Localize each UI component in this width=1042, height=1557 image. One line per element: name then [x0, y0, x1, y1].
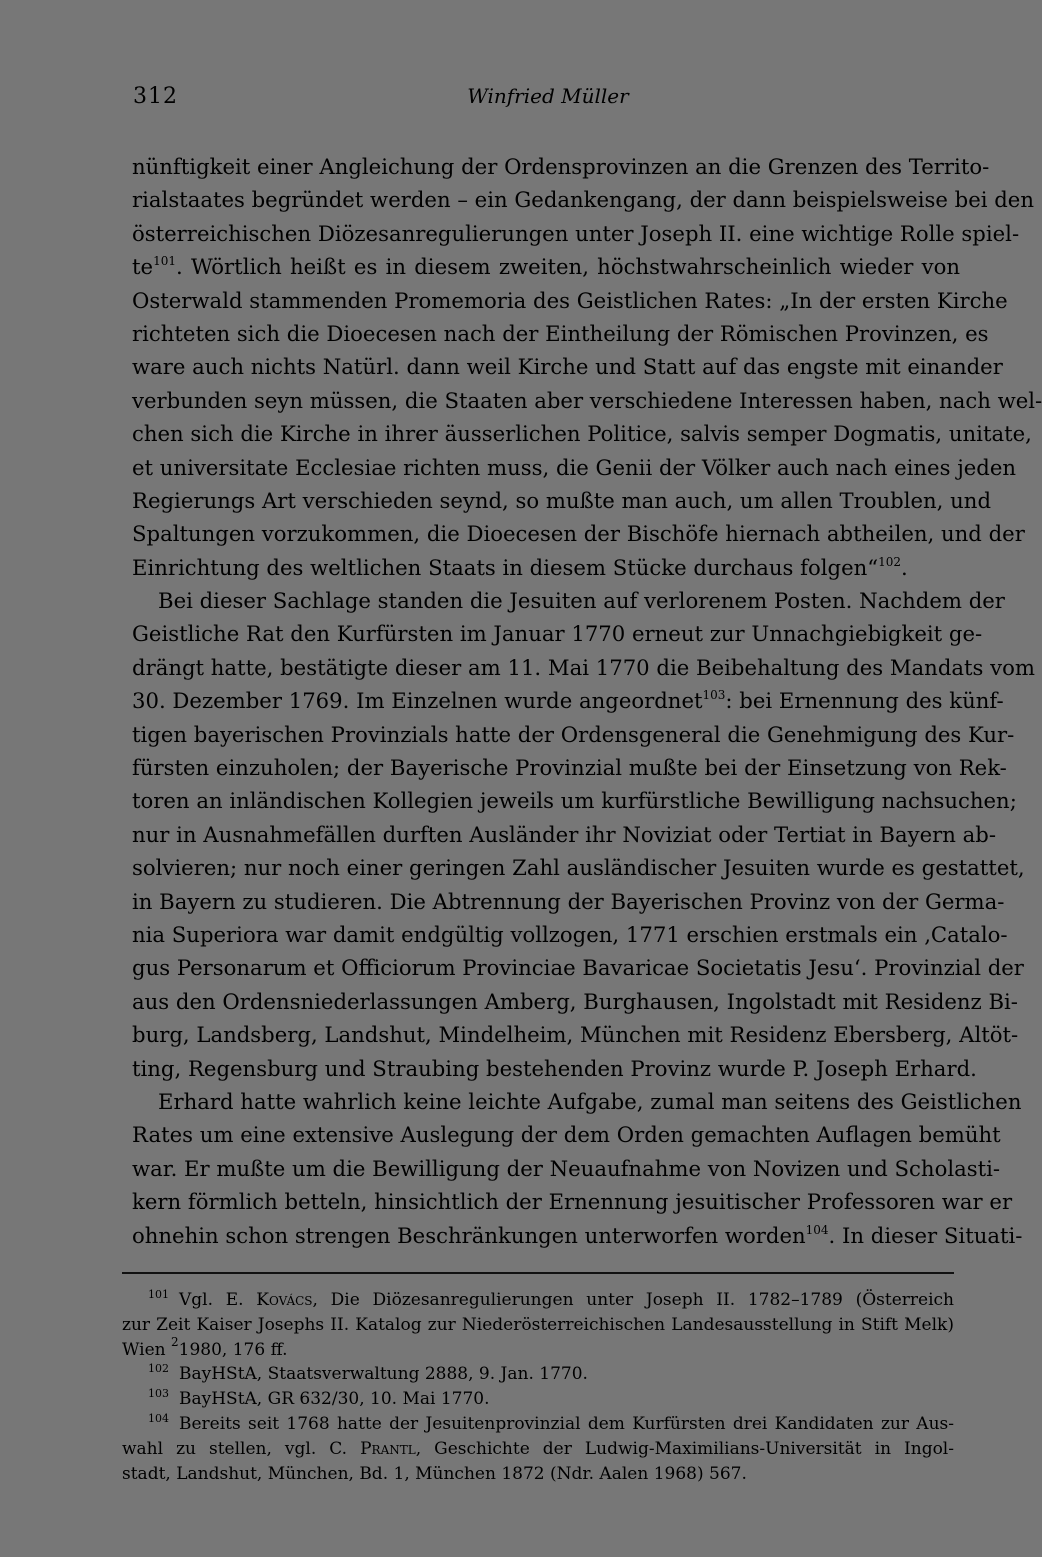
text-line: toren an inländischen Kollegien jeweils um kurfürstliche Bewilligung nachsuchen; — [132, 788, 1017, 814]
text-segment: wahl zu stellen, vgl. C. — [122, 1438, 361, 1459]
text-line: drängt hatte, bestätigte dieser am 11. Mai 1770 die Beibehaltung des Mandats vom — [132, 654, 1035, 680]
text-line: tigen bayerischen Provinzials hatte der Ordensgeneral die Genehmigung des Kur- — [132, 721, 1015, 747]
text-line: kern förmlich betteln, hinsichtlich der Ernennung jesuitischer Professoren war er — [132, 1189, 1013, 1215]
text-line: nia Superiora war damit endgültig vollzogen, 1771 erschien erstmals ein ‚Catalo- — [132, 921, 1008, 947]
text-line: österreichischen Diözesanregulierungen unter Joseph II. eine wichtige Rolle spiel- — [132, 220, 1020, 246]
footnote-line — [122, 1437, 954, 1462]
footnote-number: 103 — [148, 1387, 169, 1401]
footnote-line: stadt, Landshut, München, Bd. 1, München 1872 (Ndr. Aalen 1968) 567. — [122, 1463, 747, 1484]
footnote-rule — [122, 1272, 954, 1274]
footnote-number: 101 — [148, 1288, 169, 1301]
footnote-text: BayHStA, Staatsverwaltung 2888, 9. Jan. 1770. — [179, 1364, 588, 1385]
text-segment: . — [901, 554, 908, 580]
footnote-ref-102[interactable]: 102 — [878, 554, 902, 569]
text-segment: , Geschichte der Ludwig-Maximilians-Universität in Ingol- — [415, 1438, 954, 1459]
text-line: burg, Landsberg, Landshut, Mindelheim, München mit Residenz Ebersberg, Altöt- — [132, 1022, 1019, 1048]
text-line: Osterwald stammenden Promemoria des Geistlichen Rates: „In der ersten Kirche — [132, 287, 1008, 313]
text-line: Regierungs Art verschieden seynd, so mußte man auch, um allen Troublen, und — [132, 487, 992, 513]
text-line: fürsten einzuholen; der Bayerische Provinzial mußte bei der Einsetzung von Rek- — [132, 755, 1007, 781]
footnote-text: BayHStA, GR 632/30, 10. Mai 1770. — [179, 1389, 490, 1410]
text-line: et universitate Ecclesiae richten muss, die Genii der Völker auch nach eines jeden — [132, 454, 1017, 480]
text-line: Geistliche Rat den Kurfürsten im Januar 1770 erneut zur Unnachgiebigkeit ge- — [132, 621, 983, 647]
text-line: verbunden seyn müssen, die Staaten aber verschiedene Interessen haben, nach wel- — [132, 387, 1042, 413]
text-segment: . In dieser Situati- — [828, 1222, 1023, 1248]
text-line: Erhard hatte wahrlich keine leichte Aufgabe, zumal man seitens des Geistlichen — [158, 1088, 1022, 1114]
text-line: solvieren; nur noch einer geringen Zahl ausländischer Jesuiten wurde es gestattet, — [132, 855, 1025, 881]
edition-number: 2 — [171, 1334, 179, 1349]
text-line: war. Er mußte um die Bewilligung der Neuaufnahme von Novizen und Scholasti- — [132, 1155, 1001, 1181]
footnote-103 — [122, 1387, 954, 1412]
text-segment: Wien — [122, 1339, 172, 1360]
author-name: Prantl — [360, 1438, 416, 1459]
footnote-ref-104[interactable]: 104 — [805, 1222, 829, 1237]
footnote-number: 102 — [148, 1362, 169, 1376]
text-segment: Bereits seit 1768 hatte der Jesuitenprovinzial dem Kurfürsten drei Kandidaten zur Aus- — [179, 1413, 954, 1434]
text-segment: te — [132, 254, 154, 280]
text-segment: . Wörtlich heißt es in diesem zweiten, höchstwahrscheinlich wieder von — [175, 254, 960, 280]
text-line: gus Personarum et Officiorum Provinciae Bavaricae Societatis Jesu‘. Provinzial der — [132, 955, 1024, 981]
text-line: Spaltungen vorzukommen, die Dioecesen der Bischöfe hiernach abtheilen, und der — [132, 521, 1025, 547]
text-line: chen sich die Kirche in ihrer äusserlichen Politice, salvis semper Dogmatis, unitate, — [132, 421, 1032, 447]
footnote-ref-103[interactable]: 103 — [702, 688, 726, 703]
footnotes — [122, 1288, 954, 1486]
text-line — [132, 684, 1004, 717]
text-segment: : bei Ernennung des künf- — [725, 688, 1004, 714]
text-line: Rates um eine extensive Auslegung der dem Orden gemachten Auflagen bemüht — [132, 1122, 1001, 1148]
text-line: ting, Regensburg und Straubing bestehenden Provinz wurde P. Joseph Erhard. — [132, 1055, 977, 1081]
text-segment: 1980, 176 ff. — [178, 1339, 288, 1360]
text-line: aus den Ordensniederlassungen Amberg, Burghausen, Ingolstadt mit Residenz Bi- — [132, 988, 1018, 1014]
text-line: nünftigkeit einer Angleichung der Ordensprovinzen an die Grenzen des Territo- — [132, 154, 990, 179]
footnote-line — [122, 1334, 954, 1363]
footnote-line: zur Zeit Kaiser Josephs II. Katalog zur Niederösterreichischen Landesausstellung in Stift Melk) — [122, 1314, 954, 1335]
text-line: nur in Ausnahmefällen durften Ausländer ihr Noviziat oder Tertiat in Bayern ab- — [132, 821, 996, 847]
footnote-101 — [122, 1288, 954, 1313]
text-line — [132, 1219, 1023, 1252]
text-line — [132, 250, 960, 283]
footnote-number: 104 — [148, 1411, 169, 1425]
footnote-102 — [122, 1362, 954, 1387]
text-line: rialstaates begründet werden – ein Gedankengang, der dann beispielsweise bei den — [132, 187, 1034, 213]
text-segment: 30. Dezember 1769. Im Einzelnen wurde angeordnet — [132, 688, 703, 714]
text-segment: Vgl. E. — [179, 1290, 257, 1310]
text-segment: , Die Diözesanregulierungen unter Joseph II. 1782–1789 (Österreich — [312, 1290, 955, 1310]
text-segment: Einrichtung des weltlichen Staats in diesem Stücke durchaus folgen“ — [132, 554, 879, 580]
text-line: ware auch nichts Natürl. dann weil Kirche und Statt auf das engste mit einander — [132, 354, 1003, 380]
page-number: 312 — [133, 84, 178, 109]
text-segment: ohnehin schon strengen Beschränkungen unterworfen worden — [132, 1222, 806, 1248]
text-line: Bei dieser Sachlage standen die Jesuiten auf verlorenem Posten. Nachdem der — [158, 588, 1005, 614]
body-text — [132, 150, 1042, 1252]
author-name: Kovács — [256, 1290, 313, 1310]
text-line: richteten sich die Dioecesen nach der Eintheilung der Römischen Provinzen, es — [132, 320, 989, 346]
footnote-104 — [122, 1412, 954, 1437]
text-line: in Bayern zu studieren. Die Abtrennung der Bayerischen Provinz von der Germa- — [132, 888, 1005, 914]
page-header — [133, 84, 963, 118]
footnote-ref-101[interactable]: 101 — [153, 254, 176, 269]
text-line — [132, 551, 960, 584]
running-head: Winfried Müller — [467, 84, 629, 108]
